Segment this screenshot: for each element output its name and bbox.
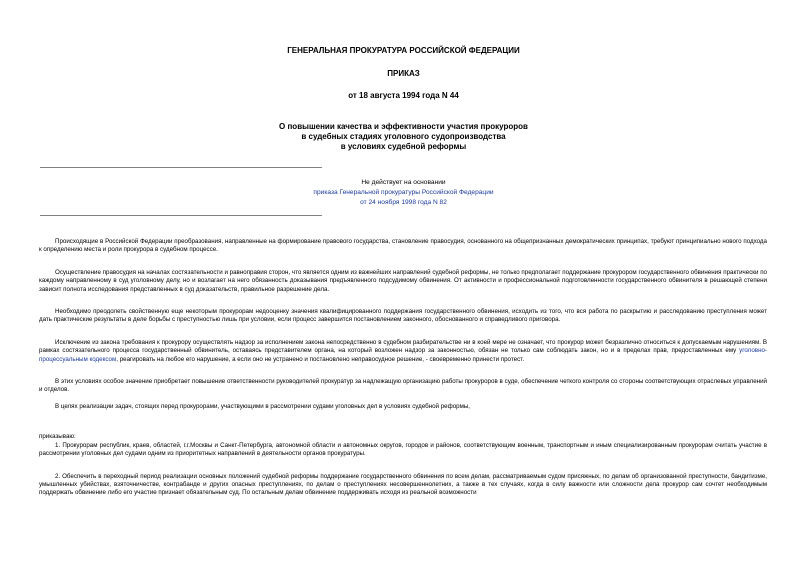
repeal-order-date-link[interactable]: от 24 ноября 1998 года N 82 [360,199,447,206]
document-body [39,238,767,498]
notice-text: Не действует на основании [361,179,446,186]
order-item: 2. Обеспечить в переходный период реализации основных положений судебной реформы поддержание государственного обвинения по всем делам, рассматриваемым судом присяжных, по делам об организованной преступности, бандитизме, умышленных убийствах, взяточничестве, контрабанде и других опасных преступлениях, по делам о преступлениях несовершеннолетних, а также в тех случаях, когда в силу важности или сложности дела прокурор сам сочтет необходимым поддержать обвинение либо его участие признает обязательным суд. По остальным делам обвинение поддерживать исходя из реальной возможности [39,472,767,497]
title-line: в судебных стадиях уголовного судопроизводства [301,132,506,141]
document-date-number: от 18 августа 1994 года N 44 [348,91,459,100]
title-line: в условиях судебной реформы [340,142,467,151]
paragraph: Происходящие в Российской Федерации преобразования, направленные на формирование правового государства, становление правосудия, основанного на общепризнанных демократических принципах, требуют принципиально нового подхода к определению места и роли прокурора в судебном процессе. [39,238,767,254]
paragraph [39,339,767,364]
spacer [39,417,767,433]
document-title [0,122,807,152]
status-notice [0,178,807,208]
order-word: приказываю: [39,433,76,441]
divider-top [40,167,322,168]
repeal-order-link[interactable]: приказа Генеральной прокуратуры Российской Федерации [313,189,494,196]
document-type: ПРИКАЗ [387,69,420,78]
title-line: О повышении качества и эффективности участия прокуроров [279,122,528,131]
paragraph: В этих условиях особое значение приобретает повышение ответственности руководителей прокуратур за надлежащую организацию работы прокуроров в суде, обеспечение четкого контроля со стороны соответствующих отраслевых управлений и отделов. [39,378,767,394]
org-heading: ГЕНЕРАЛЬНАЯ ПРОКУРАТУРА РОССИЙСКОЙ ФЕДЕРАЦИИ [287,46,520,55]
paragraph: В целях реализации задач, стоящих перед прокурорами, участвующими в рассмотрении судами уголовных дел в условиях судебной реформы, [55,402,471,410]
divider-bottom [40,215,322,216]
paragraph: Осуществление правосудия на началах состязательности и равноправия сторон, что является одним из важнейших направлений судебной реформы, не только предполагает поддержание прокурором государственного обвинения практически по каждому направленному в суд уголовному делу, но и возлагает на него обязанность доказывания предъявленного подсудимому обвинения. От активности и профессиональной подготовленности государственного обвинителя в решающей степени зависит полнота исследования представленных в суд доказательств, правильное разрешение дела. [39,268,767,293]
paragraph: Необходимо преодолеть свойственную еще некоторым прокурорам недооценку значения квалифицированного поддержания государственного обвинения, исходить из того, что вся работа по раскрытию и расследованию преступления может дать практические результаты в деле борьбы с преступностью лишь при условии, если процесс завершится постановлением законного, обоснованного и справедливого приговора. [39,308,767,324]
paragraph-text: , реагировать на любое его нарушение, а если оно не устранено и постановлено неправосудное решение, - своевременно принести протест. [116,355,525,363]
criminal-procedure-code-link[interactable]: уголовно-процессуальным кодексом [39,347,767,363]
order-item: 1. Прокурорам республик, краев, областей, г.г.Москвы и Санкт-Петербурга, автономной области и автономных округов, городов и районов, соответствующим военным, транспортным и иным специализированным прокурорам считать участие в рассмотрении уголовных дел судами одним из приоритетных направлений в деятельности органов прокуратуры. [39,441,767,458]
paragraph-text: Исключение из закона требования к прокурору осуществлять надзор за исполнением закона непосредственно в судебном разбирательстве ни в коей мере не означает, что прокурор может безразлично относиться к допускаемым нарушениям. В рамках состязательного процесса государственный обвинитель, оставаясь представителем органа, на который возложен надзор за законностью, обязан не только сам соблюдать закон, но и в пределах прав, предоставленных ему [39,338,767,355]
